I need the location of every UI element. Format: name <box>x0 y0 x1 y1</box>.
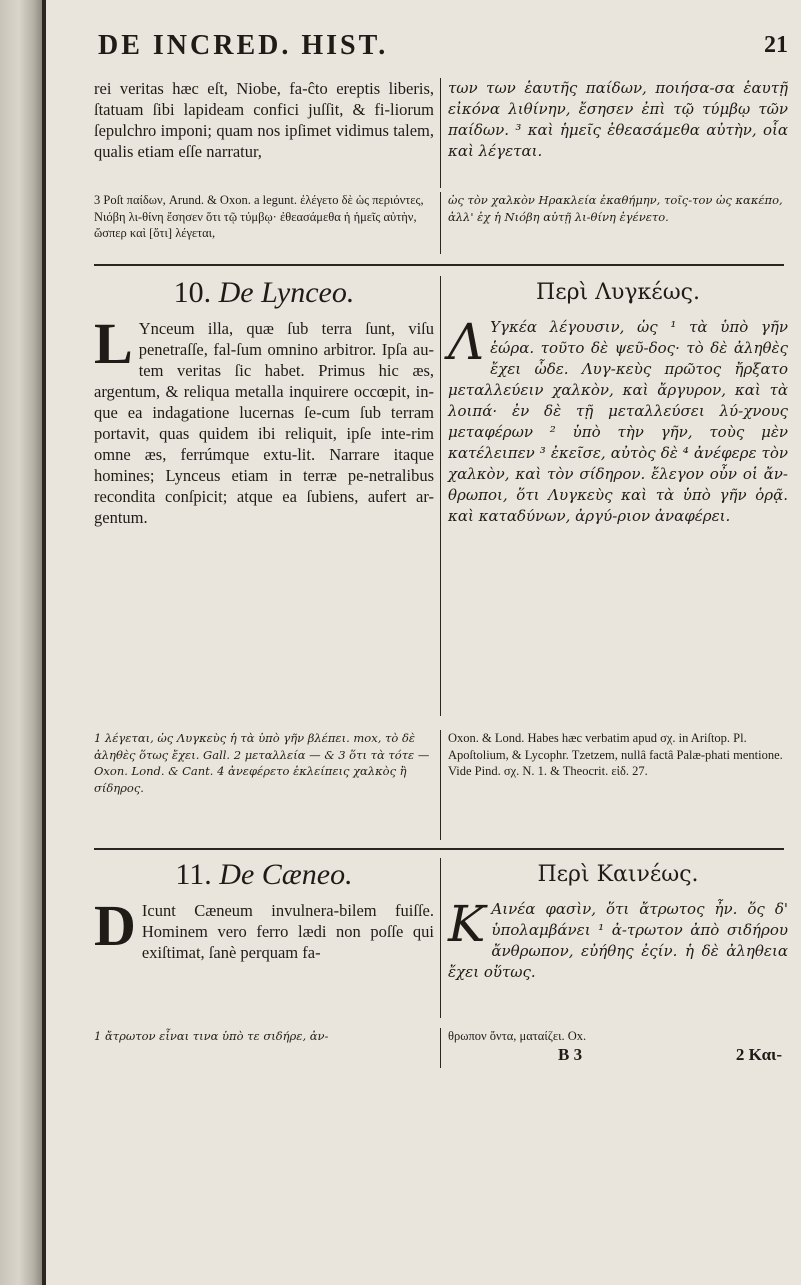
section-rule <box>94 848 784 850</box>
section-title <box>94 858 434 892</box>
top-passage-greek <box>448 78 788 162</box>
section-title <box>94 276 434 310</box>
drop-cap: D <box>94 893 136 958</box>
section-body <box>94 311 434 528</box>
column-divider <box>440 858 441 1018</box>
section-heading-greek: Περὶ Καινέως. <box>537 862 699 887</box>
book-gutter <box>0 0 42 1285</box>
section-11-notes-left <box>94 1028 434 1045</box>
signature-mark: B 3 <box>558 1044 583 1064</box>
section-11-greek <box>448 862 788 983</box>
catchword: 2 Και- <box>735 1044 782 1064</box>
column-divider <box>440 1028 441 1068</box>
page-header <box>98 30 798 66</box>
section-body <box>94 893 434 963</box>
section-number: 10. <box>173 276 212 309</box>
section-10-notes-left <box>94 730 434 796</box>
running-head: DE INCRED. HIST. <box>98 30 389 61</box>
body-text: Αινέα φασὶν, ὅτι ἄτρωτος ἦν. ὅς δ' ὑπολαμβάνει ¹ ἀ-τρωτον ἀπὸ σιδήρου ἄνθρωπον, εὐήθης ἐςίν. ἡ δὲ ἀληθεια ἔχει οὕτως. <box>448 900 788 981</box>
greek-text: των των ἑαυτῆς παίδων, ποιήσα-σα ἑαυτῇ εἰκόνα λιθίνην, ἔσησεν ἐπὶ τῷ τύμβῳ τῶν παίδων. ³ καὶ ἡμεῖς ἐθεασάμεθα αὐτὴν, οἷα καὶ λέγεται. <box>448 79 788 160</box>
footnote: θρωπον ὄντα, ματαίζει. Ox. <box>448 1029 587 1043</box>
section-body <box>448 895 788 983</box>
column-divider <box>440 276 441 716</box>
section-10-notes-right <box>448 730 788 780</box>
section-11-latin <box>94 858 434 963</box>
section-heading-greek: Περὶ Λυγκέως. <box>536 280 700 305</box>
column-divider <box>440 192 441 254</box>
body-text: Υγκέα λέγουσιν, ὡς ¹ τὰ ὑπὸ γῆν ἑώρα. τοῦτο δὲ ψεῦ-δος· τὸ δὲ ἀληθὲς ἔχει ὧδε. Λυγ-κεὺς πρῶτος ἤρξατο μεταλλεύειν χαλκὸν, καὶ ἄργυρον, καὶ τὰ λοιπά· ἐν δὲ τῇ μεταλλεύσει λύ-χνους μεταφέρων ² ὑπὸ τὴν γῆν, τοὺς μὲν κατέλειπεν ³ ἐκεῖσε, αὐτὸς δὲ ⁴ ἀνέφερε τὸν χαλκὸν, καὶ τὸν σίδηρον. ἔλεγον οὖν οἱ ἄν-θρωποι, ὅτι Λυγκεὺς καὶ τὰ ὑπὸ γῆν ὁρᾷ. καὶ καταδύνων, ἀργύ-ριον ἀναφέρει. <box>448 318 788 525</box>
page-footer <box>448 1045 788 1067</box>
column-divider <box>440 78 441 188</box>
latin-text: rei veritas hæc eſt, Niobe, fa-ĉto ereptis liberis, ſtatuam ſibi lapideam confici juſſit, & fi-liorum ſepulchro imponi; quam nos ipſimet vidimus talem, qualis etiam eſſe narratur, <box>94 79 434 161</box>
section-rule <box>94 264 784 266</box>
section-number: 11. <box>175 858 212 891</box>
section-10-greek <box>448 280 788 527</box>
body-text: Ynceum illa, quæ ſub terra ſunt, viſu penetraſſe, fal-ſum omnino arbitror. Ipſa au-tem veritas ſic habet. Primus hic æs, argentum, & reliqua metalla inquirere occœpit, in-que ea indagatione lucernas ſe-cum ſub terram portavit, quas quidem ibi reliquit, ipſe inte-rim omne æs, ferrúmque extu-lit. Narrare itaque homines; Lynceus etiam in terræ pe-netralibus recondita conſpicit; atque ea ſubiens, aufert ar-gentum. <box>94 319 434 527</box>
footnote: 3 Poſt παίδων, Arund. & Oxon. a legunt. ἐλέγετο δὲ ὡς περιόντες, Νιόβη λι-θίνη ἔσησεν ὅτι τῷ τύμβῳ· ἐθεασάμεθα ἡ ἡμεῖς αὐτὴν, ὥσπερ καὶ [ὅτι] λέγεται, <box>94 193 424 240</box>
body-text: Icunt Cæneum invulnera-bilem fuiſſe. Hominem vero ferro lædi non poſſe qui exiſtimat, ſanè perquam fa- <box>141 901 434 962</box>
drop-cap: Λ <box>448 313 485 371</box>
drop-cap: L <box>94 311 133 376</box>
footnote: ὡς τὸν χαλκὸν Ηρακλεία ἐκαθήμην, τοῖς-τον ὡς κακέπο, ἀλλ' ἐχ ἡ Νιόβη αὐτῇ λι-θίνη ἐγένετο. <box>448 193 783 224</box>
top-notes-latin <box>94 192 434 242</box>
section-11-notes-right <box>448 1028 788 1067</box>
section-heading: De Lynceo. <box>218 276 355 309</box>
section-10-latin <box>94 276 434 528</box>
footnote: 1 λέγεται, ὡς Λυγκεὺς ἡ τὰ ὑπὸ γῆν βλέπει. mox, τὸ δὲ ἀληθὲς ὅτως ἔχει. Gall. 2 μεταλλεία — & 3 ὅτι τὰ τότε — Oxon. Lond. & Cant. 4 ἀνεφέρετο ἐκλείπεις χαλκὸς ἢ σίδηρος. <box>94 731 430 795</box>
top-passage-latin <box>94 78 434 162</box>
page-number: 21 <box>764 32 788 58</box>
section-body <box>448 313 788 527</box>
top-notes-greek <box>448 192 788 225</box>
book-page <box>58 0 788 1285</box>
footnote: Oxon. & Lond. Habes hæc verbatim apud σχ. in Ariſtop. Pl. Apoſtolium, & Lycophr. Tzetzem, nullâ factâ Palæ-phati mentione. Vide Pind. σχ. N. 1. & Theocrit. εἰδ. 27. <box>448 731 783 778</box>
section-heading: De Cæneo. <box>219 858 353 891</box>
footnote: 1 ἄτρωτον εἶναι τινα ὑπὸ τε σιδήρε, ἀν- <box>94 1029 329 1043</box>
column-divider <box>440 730 441 840</box>
gutter-edge <box>42 0 46 1285</box>
drop-cap: K <box>448 895 486 953</box>
